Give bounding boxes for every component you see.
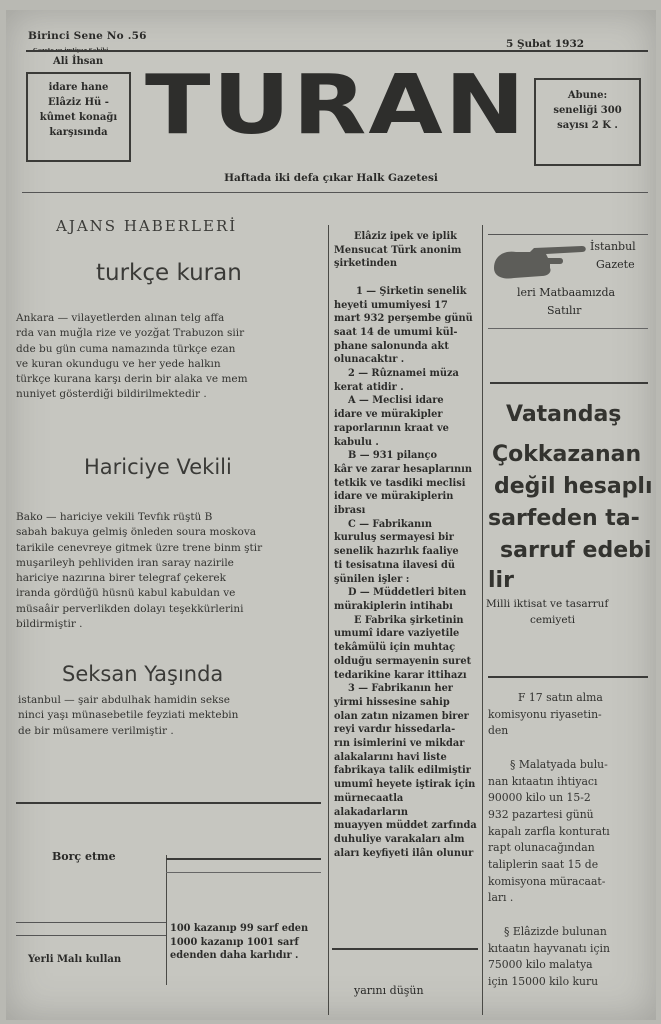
notice-line: olunacaktır . bbox=[334, 354, 405, 366]
story-line: nuniyet gösterdiği bildirilmektedir . bbox=[16, 388, 207, 401]
vatandas-line: sarruf edebi bbox=[500, 538, 652, 563]
address-line: karşısında bbox=[49, 127, 108, 138]
notice-line: C — Fabrikanın bbox=[348, 518, 433, 530]
story-line: ninci yaşı münasebetile feyziati mektebin bbox=[18, 709, 239, 722]
notice-line: şirketinden bbox=[334, 258, 397, 270]
procurement-line: F 17 satın alma bbox=[518, 691, 603, 704]
story-line: bildirmiştir . bbox=[16, 618, 83, 631]
procurement-line: ları . bbox=[488, 891, 514, 905]
subscription-line: sayısı 2 K . bbox=[557, 120, 618, 131]
subscription-line: Abune: bbox=[567, 90, 608, 101]
notice-line: mart 932 perşembe günü bbox=[334, 313, 473, 325]
address-line: kûmet konağı bbox=[39, 112, 118, 123]
story-hariciye-vekili bbox=[16, 510, 321, 632]
procurement-line: 75000 kilo malatya bbox=[488, 958, 593, 972]
col1-footer-rule bbox=[16, 802, 321, 804]
notice-line: kâr ve zarar hesaplarının bbox=[334, 463, 473, 475]
notice-line: 1 — Şirketin senelik bbox=[356, 285, 467, 297]
footer-mid-top-rule bbox=[166, 858, 321, 860]
pointing-hand-icon bbox=[490, 238, 590, 282]
notice-line: Mensucat Türk anonim bbox=[334, 244, 462, 256]
story-line: rda van muğla rize ve yozğat Trabuzon siir bbox=[16, 327, 245, 340]
story-line: türkçe kurana karşı derin bir alaka ve mem bbox=[16, 373, 248, 386]
address-box bbox=[26, 72, 131, 162]
notice-line: tedarikine karar ittihazı bbox=[334, 669, 467, 681]
procurement-line: kapalı zarfla konturatı bbox=[488, 824, 610, 838]
procurement-line: komisyona müracaat- bbox=[488, 874, 606, 888]
story-line: Ankara — vilayetlerden alınan telg affa bbox=[16, 312, 225, 324]
notice-line: umumî heyete iştirak için bbox=[334, 779, 476, 791]
address-line: Elâziz Hü - bbox=[48, 97, 109, 108]
procurement-line: için 15000 kilo kuru bbox=[488, 974, 599, 988]
story-line: Bako — hariciye vekili Tevfık rüştü B bbox=[16, 511, 213, 523]
notice-line: mürakiplerin intihabı bbox=[334, 600, 453, 612]
notice-line: 2 — Rûznamei müza bbox=[348, 368, 459, 380]
notice-line: fabrikaya talik edilmiştir bbox=[334, 765, 471, 777]
notice-line: rın isimlerini ve mikdar bbox=[334, 738, 465, 750]
procurement-line: § Elâzizde bulunan bbox=[504, 924, 607, 938]
tagline: Haftada iki defa çıkar Halk Gazetesi bbox=[224, 172, 438, 184]
newspaper-page bbox=[6, 10, 656, 1020]
procurement-line: rapt olunacağından bbox=[488, 841, 595, 855]
notice-line: aları keyfiyeti ilân olunur bbox=[334, 847, 474, 859]
notice-line bbox=[334, 271, 477, 285]
notice-line: 3 — Fabrikanın her bbox=[348, 683, 453, 695]
notice-line: senelik hazırlık faaliye bbox=[334, 546, 459, 558]
story-seksan-yasinda bbox=[18, 693, 321, 739]
story-line: muşarileyh pehlividen iran saray nazirile bbox=[16, 556, 234, 569]
notice-line: umumî idare vaziyetile bbox=[334, 628, 460, 640]
notice-line: duhuliye varakaları alm bbox=[334, 833, 465, 845]
slogan-rule bbox=[16, 922, 166, 923]
ad-line: Satılır bbox=[547, 304, 582, 317]
notice-line: mürnecaatla alakadarların bbox=[334, 792, 408, 818]
story-line: hariciye nazırına birer telegraf çekerek bbox=[16, 572, 226, 585]
notice-line: olduğu sermayenin suret bbox=[334, 655, 472, 667]
procurement-line bbox=[488, 740, 648, 757]
vatandas-line: değil hesaplı bbox=[494, 474, 653, 499]
col2-footer-rule bbox=[332, 948, 478, 950]
vatandas-line: Çokkazanan bbox=[492, 442, 642, 467]
column-rule-left bbox=[328, 225, 329, 1015]
notice-line: idare ve mürakipler bbox=[334, 409, 443, 421]
owner-name: Ali İhsan bbox=[53, 56, 104, 67]
ad-line: İstanbul bbox=[590, 240, 636, 253]
slogan-yarini-dusun: yarını düşün bbox=[354, 984, 424, 997]
procurement-line bbox=[488, 907, 648, 924]
footer-mid-rule bbox=[166, 872, 321, 873]
procurement-line: 932 pazartesi günü bbox=[488, 807, 594, 821]
subscription-box bbox=[534, 78, 641, 166]
vatandas-bottom-rule bbox=[488, 676, 648, 678]
headline-turkce-kuran: turkçe kuran bbox=[96, 260, 242, 286]
masthead-top-rule bbox=[26, 50, 648, 52]
procurement-line: kıtaatın hayvanatı için bbox=[488, 941, 610, 955]
newspaper-title: TURAN bbox=[145, 57, 527, 153]
vatandas-top-rule bbox=[490, 382, 648, 384]
story-line: dde bu gün cuma namazında türkçe ezan bbox=[16, 342, 236, 355]
story-line: ve kuran okundugu ve her yede halkın bbox=[16, 357, 221, 370]
story-line: müsaâir perverlikden dolayı teşekkürlerini bbox=[16, 602, 244, 615]
procurement-line: 90000 kilo un 15-2 bbox=[488, 791, 591, 805]
saving-line: 1000 kazanıp 1001 sarf bbox=[170, 936, 299, 948]
notice-line: kuruluş sermayesi bir bbox=[334, 532, 454, 544]
ad-line: leri Matbaamızda bbox=[517, 286, 616, 299]
address-line: idare hane bbox=[48, 82, 109, 93]
issue-number: Birinci Sene No .56 bbox=[28, 30, 147, 42]
notice-line: kerat atidir . bbox=[334, 381, 404, 393]
notice-line: E Fabrika şirketinin bbox=[354, 614, 464, 626]
story-line: istanbul — şair abdulhak hamidin sekse bbox=[18, 694, 230, 706]
company-notice bbox=[334, 230, 477, 860]
col3-ad-rule bbox=[488, 328, 648, 329]
slogan-rule bbox=[16, 935, 166, 936]
notice-line: ibrası bbox=[334, 505, 366, 517]
notice-line: kabulu . bbox=[334, 436, 379, 448]
notice-line: muayyen müddet zarfında bbox=[334, 820, 477, 832]
notice-line: ti tesisatına ilavesi dü bbox=[334, 559, 455, 571]
masthead-bottom-rule bbox=[22, 192, 648, 193]
headline-hariciye-vekili: Hariciye Vekili bbox=[84, 455, 232, 479]
procurement-line: § Malatyada bulu- bbox=[510, 757, 608, 771]
procurement-line: nan kıtaatın ihtiyacı bbox=[488, 774, 598, 788]
notice-line: tetkik ve tasdiki meclisi bbox=[334, 477, 466, 489]
notice-line: idare ve mürakiplerin bbox=[334, 491, 454, 503]
footer-saving-note bbox=[170, 922, 322, 963]
notice-line: B — 931 pilanço bbox=[348, 450, 438, 462]
col3-top-rule bbox=[488, 234, 648, 235]
vatandas-caption: cemiyeti bbox=[530, 614, 576, 626]
notice-line: raporlarının kraat ve bbox=[334, 422, 449, 434]
column-rule-right bbox=[482, 225, 483, 1015]
vatandas-caption: Milli iktisat ve tasarruf bbox=[486, 598, 609, 610]
ad-line: Gazete bbox=[596, 258, 635, 271]
notice-line: şünilen işler : bbox=[334, 573, 410, 585]
story-line: sabah bakuya gelmiş önleden soura moskova bbox=[16, 526, 257, 539]
vatandas-line: lir bbox=[488, 568, 514, 593]
vatandas-heading: Vatandaş bbox=[506, 402, 622, 427]
issue-date: 5 Şubat 1932 bbox=[506, 38, 585, 50]
notice-line: olan zatın nizamen birer bbox=[334, 710, 469, 722]
saving-line: edenden daha karlıdır . bbox=[170, 950, 299, 962]
notice-line: reyi vardır hissedarla- bbox=[334, 724, 456, 736]
procurement-line: den bbox=[488, 724, 509, 738]
story-line: tarikile cenevreye gitmek üzre trene binm ştir bbox=[16, 541, 263, 554]
procurement-notice bbox=[488, 690, 648, 991]
notice-line: D — Müddetleri biten bbox=[348, 587, 467, 599]
notice-line: saat 14 de umumi kül- bbox=[334, 326, 458, 338]
procurement-line: taliplerin saat 15 de bbox=[488, 858, 599, 872]
footer-divider bbox=[166, 855, 167, 985]
section-header: AJANS HABERLERİ bbox=[56, 217, 238, 235]
slogan-yerli-mali: Yerli Malı kullan bbox=[28, 954, 122, 965]
notice-line: heyeti umumiyesi 17 bbox=[334, 299, 448, 311]
vatandas-line: sarfeden ta- bbox=[488, 506, 640, 531]
notice-line: alakalarını havi liste bbox=[334, 751, 447, 763]
story-line: iranda gördüğü hüsnü kabul kabuldan ve bbox=[16, 587, 236, 600]
notice-line: phane salonunda akt bbox=[334, 340, 449, 352]
notice-line: Elâziz ipek ve iplik bbox=[354, 231, 457, 242]
subscription-line: seneliği 300 bbox=[553, 105, 622, 116]
saving-line: 100 kazanıp 99 sarf eden bbox=[170, 923, 309, 934]
notice-line: A — Meclisi idare bbox=[348, 395, 444, 407]
notice-line: yirmi hissesine sahip bbox=[334, 696, 450, 708]
story-turkce-kuran bbox=[16, 311, 321, 403]
story-line: de bir müsamere verilmiştir . bbox=[18, 724, 174, 737]
slogan-borc-etme: Borç etme bbox=[52, 850, 116, 863]
procurement-line: komisyonu riyasetin- bbox=[488, 707, 602, 721]
notice-line: tekâmülü için muhtaç bbox=[334, 642, 456, 654]
headline-seksan-yasinda: Seksan Yaşında bbox=[62, 662, 224, 686]
